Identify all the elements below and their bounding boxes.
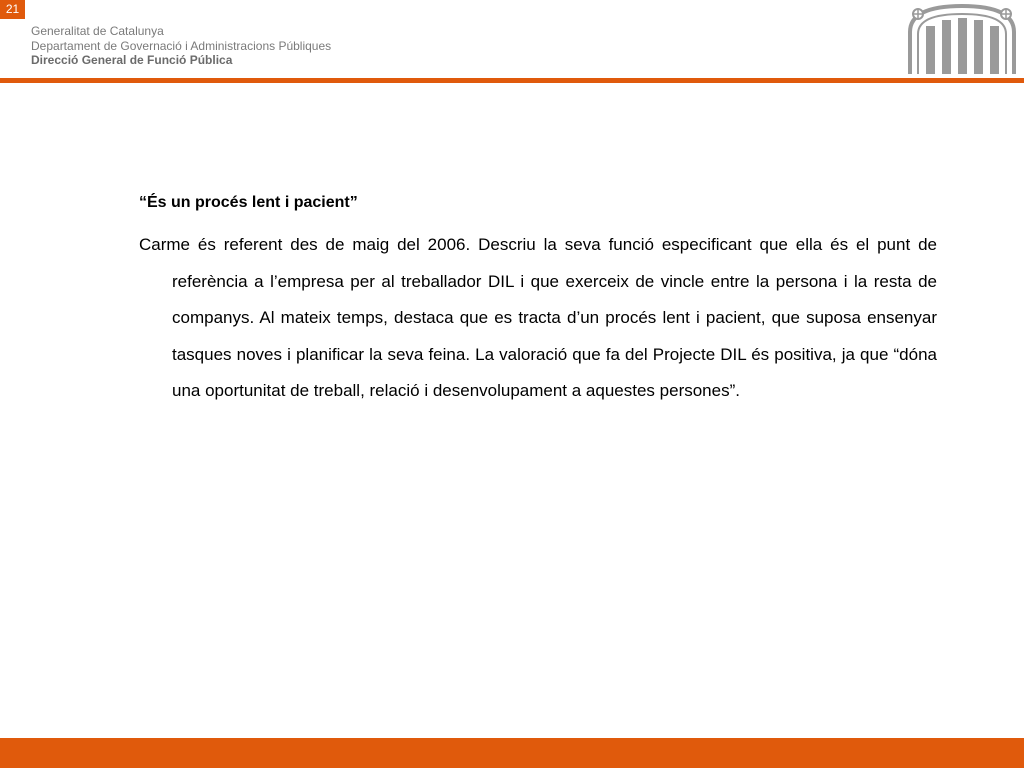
footer-bar	[0, 738, 1024, 768]
quote-title: “És un procés lent i pacient”	[139, 194, 358, 211]
directorate-name: Direcció General de Funció Pública	[31, 53, 233, 67]
department-name: Departament de Governació i Administracions Públiques	[31, 38, 332, 53]
generalitat-emblem-icon	[906, 2, 1018, 76]
body-paragraph: Carme és referent des de maig del 2006. Descriu la seva funció especificant que ella és el punt de referència a l’empresa per al treballador DIL i que exerceix de vincle entre la persona i la resta de companys. Al mateix temps, destaca que es tracta d’un procés lent i pacient, que suposa ensenyar tasques noves i planificar la seva feina. La valoració que fa del Projecte DIL és positiva, ja que “dóna una oportunitat de treball, relació i desenvolupament a aquestes persones”.	[139, 235, 937, 400]
page-number: 21	[0, 0, 25, 19]
slide-content	[139, 189, 937, 410]
header-divider	[0, 78, 1024, 83]
org-name: Generalitat de Catalunya	[31, 24, 164, 38]
organization-header	[31, 24, 331, 68]
